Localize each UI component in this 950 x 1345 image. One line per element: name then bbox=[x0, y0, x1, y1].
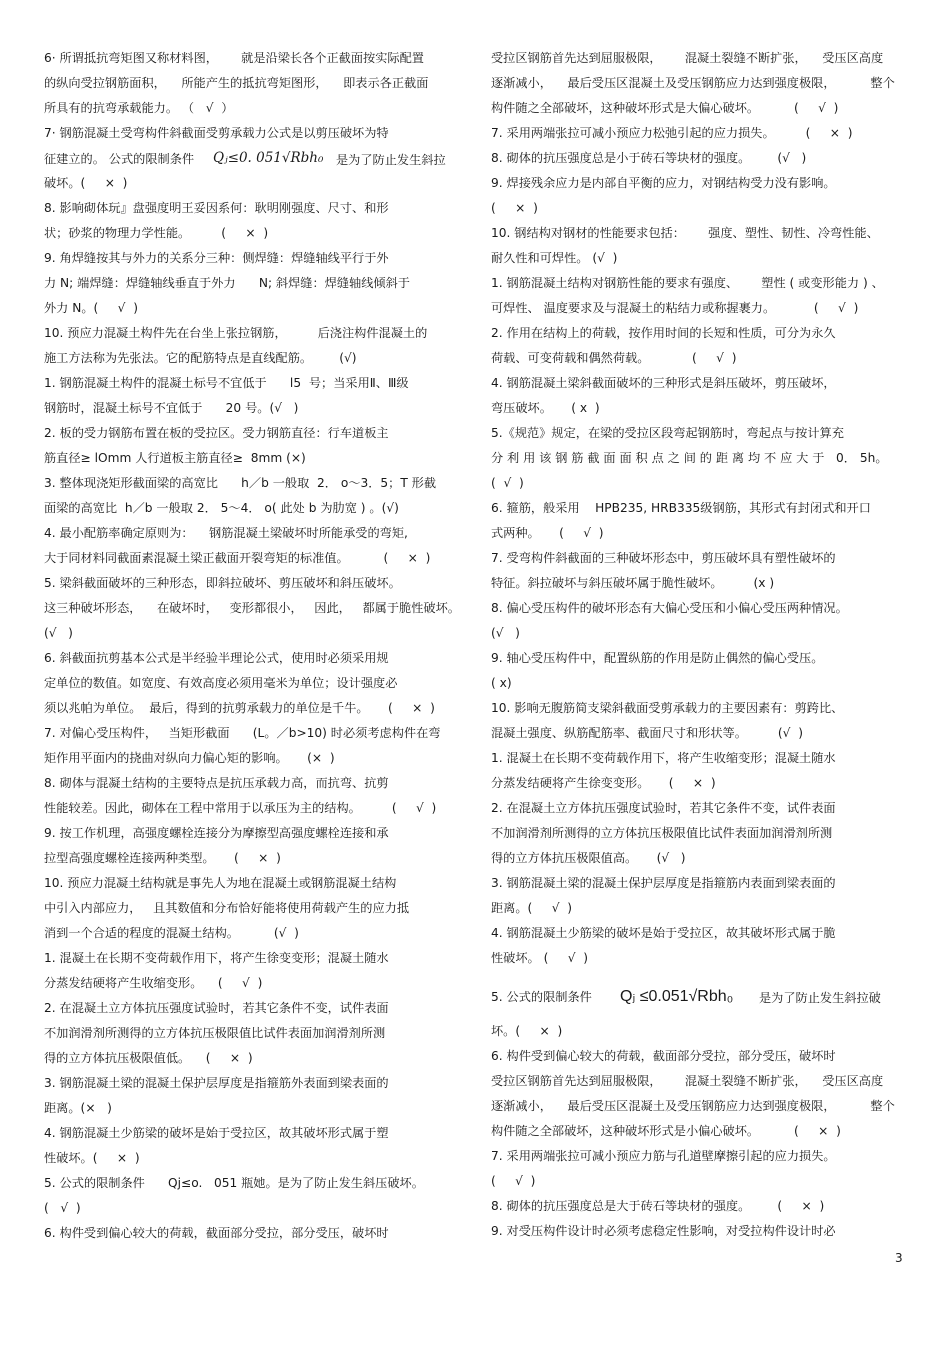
text-line: 大于同材料同截面素混凝土梁正截面开裂弯矩的标准值。 ( × ) bbox=[44, 551, 431, 565]
text-line: 混凝土强度、纵筋配筋率、截面尺寸和形状等。 (√ ) bbox=[491, 726, 803, 740]
text-line: ( √ ) bbox=[491, 1174, 536, 1188]
text-line: 特征。斜拉破坏与斜压破坏属于脆性破坏。 (x ) bbox=[491, 576, 775, 590]
text-line: 7. 受弯构件斜截面的三种破坏形态中，剪压破坏具有塑性破坏的 bbox=[491, 551, 836, 565]
text-line: 筋直径≥ lOmm 人行道板主筋直径≥ 8mm (×) bbox=[44, 451, 306, 465]
text-line: 的纵向受拉钢筋面积， 所能产生的抵抗弯矩图形， 即表示各正截面 bbox=[44, 76, 429, 90]
text-line: 8. 砌体的抗压强度总是大于砖石等块材的强度。 ( × ) bbox=[491, 1199, 825, 1213]
text-line: 5. 公式的限制条件 Qj≤o. 051 瓶她。是为了防止发生斜压破坏。 bbox=[44, 1176, 424, 1190]
text-line: 分蒸发结硬将产生徐变变形。 ( × ) bbox=[491, 776, 716, 790]
text-line: 拉型高强度螺栓连接两种类型。 ( × ) bbox=[44, 851, 281, 865]
text-line: 5. 梁斜截面破坏的三种形态，即斜拉破坏、剪压破坏和斜压破坏。 bbox=[44, 576, 401, 590]
text-line: 4. 钢筋混凝土少筋梁的破坏是始于受拉区，故其破坏形式属于塑 bbox=[44, 1126, 389, 1140]
text-line: 6. 构件受到偏心较大的荷载，截面部分受拉，部分受压，破坏时 bbox=[44, 1226, 389, 1240]
text-line: 所具有的抗弯承载能力。 （ √ ） bbox=[44, 101, 234, 115]
text-line: 9. 角焊缝按其与外力的关系分三种：侧焊缝：焊缝轴线平行于外 bbox=[44, 251, 389, 265]
text-line: 7. 采用两端张拉可减小预应力松弛引起的应力损失。 ( × ) bbox=[491, 126, 853, 140]
text-line: 受拉区钢筋首先达到屈服极限， 混凝土裂缝不断扩张， 受压区高度 bbox=[491, 51, 884, 65]
text-line: 7. 对偏心受压构件， 当矩形截面 (L。／b>10) 时必须考虑构件在弯 bbox=[44, 726, 441, 740]
text-line: 5.《规范》规定，在梁的受拉区段弯起钢筋时，弯起点与按计算充 bbox=[491, 426, 844, 440]
text-line: 6. 箍筋，般采用 HPB235, HRB335级钢筋，其形式有封闭式和开口 bbox=[491, 501, 871, 515]
text-line: 消到一个合适的程度的混凝土结构。 (√ ) bbox=[44, 926, 299, 940]
text-line: 9. 轴心受压构件中，配置纵筋的作用是防止偶然的偏心受压。 bbox=[491, 651, 824, 665]
text-line: 受拉区钢筋首先达到屈服极限， 混凝土裂缝不断扩张， 受压区高度 bbox=[491, 1074, 884, 1088]
text-line: 3. 钢筋混凝土梁的混凝土保护层厚度是指箍筋外表面到梁表面的 bbox=[44, 1076, 389, 1090]
text-line: 面梁的高宽比 h／b 一般取 2． 5～4． o( 此处 b 为肋宽 ) 。(√) bbox=[44, 501, 399, 515]
text-line: 逐渐减小， 最后受压区混凝土及受压钢筋应力达到强度极限， 整个 bbox=[491, 1099, 895, 1113]
text-line: 征建立的。 公式的限制条件 bbox=[44, 152, 195, 166]
text-line: 可焊性、 温度要求及与混凝土的粘结力或称握裹力。 ( √ ) bbox=[491, 301, 859, 315]
text-line: ( √ ) bbox=[491, 476, 524, 490]
text-line: 性破坏。 ( √ ) bbox=[491, 951, 589, 965]
text-line: 10. 钢结构对钢材的性能要求包括： 强度、塑性、韧性、冷弯性能、 bbox=[491, 226, 879, 240]
text-line: 得的立方体抗压极限值低。 ( × ) bbox=[44, 1051, 253, 1065]
text-line: 状；砂浆的物理力学性能。 ( × ) bbox=[44, 226, 269, 240]
text-line: 构件随之全部破坏，这种破坏形式是大偏心破坏。 ( √ ) bbox=[491, 101, 839, 115]
text-line: 这三种破坏形态， 在破坏时， 变形都很小， 因此， 都属于脆性破坏。 bbox=[44, 601, 460, 615]
text-line: 4. 最小配筋率确定原则为： 钢筋混凝土梁破坏时所能承受的弯矩, bbox=[44, 526, 408, 540]
text-line: 1. 混凝土在长期不变荷载作用下，将产生收缩变形；混凝土随水 bbox=[491, 751, 836, 765]
formula-shear-limit-left: Qⱼ≤0. 051√Rbh₀ bbox=[213, 150, 324, 166]
text-line: 10. 影响无腹筋简支梁斜截面受剪承载力的主要因素有：剪跨比、 bbox=[491, 701, 844, 715]
text-line: 10. 预应力混凝土构件先在台坐上张拉钢筋， 后浇注构件混凝土的 bbox=[44, 326, 428, 340]
text-line: 分 利 用 该 钢 筋 截 面 面 积 点 之 间 的 距 离 均 不 应 大 于 0． 5h。 bbox=[491, 451, 888, 465]
formula-suffix-right: 是为了防止发生斜拉破 bbox=[759, 991, 881, 1005]
text-line: ( x) bbox=[491, 676, 512, 690]
text-line: 外力 N。( √ ) bbox=[44, 301, 138, 315]
text-line: 9. 按工作机理，高强度螺栓连接分为摩擦型高强度螺栓连接和承 bbox=[44, 826, 389, 840]
text-line: 7. 采用两端张拉可减小预应力筋与孔道壁摩擦引起的应力损失。 bbox=[491, 1149, 836, 1163]
text-line: 式两种。 ( √ ) bbox=[491, 526, 604, 540]
text-line: ( × ) bbox=[491, 201, 538, 215]
text-line: 距离。( √ ) bbox=[491, 901, 572, 915]
text-line: 3. 钢筋混凝土梁的混凝土保护层厚度是指箍筋内表面到梁表面的 bbox=[491, 876, 836, 890]
text-line: 6. 斜截面抗剪基本公式是半经验半理论公式，使用时必须采用规 bbox=[44, 651, 389, 665]
text-line: 6. 构件受到偏心较大的荷载，截面部分受拉，部分受压，破坏时 bbox=[491, 1049, 836, 1063]
text-line: ( √ ) bbox=[44, 1201, 81, 1215]
text-line: 1. 钢筋混凝土构件的混凝土标号不宜低于 l5 号；当采用Ⅱ、Ⅲ级 bbox=[44, 376, 409, 390]
text-line: 须以兆帕为单位。 最后，得到的抗剪承载力的单位是千牛。 ( × ) bbox=[44, 701, 435, 715]
text-line: 性能较差。因此，砌体在工程中常用于以承压为主的结构。 ( √ ) bbox=[44, 801, 437, 815]
text-line: 9. 对受压构件设计时必须考虑稳定性影响，对受拉构件设计时必 bbox=[491, 1224, 836, 1238]
text-line: 4. 钢筋混凝土少筋梁的破坏是始于受拉区，故其破坏形式属于脆 bbox=[491, 926, 836, 940]
text-line: 定单位的数值。如宽度、有效高度必须用毫米为单位；设计强度必 bbox=[44, 676, 398, 690]
text-line: 1. 混凝土在长期不变荷载作用下，将产生徐变变形；混凝土随水 bbox=[44, 951, 389, 965]
text-line: 5. 公式的限制条件 bbox=[491, 990, 592, 1004]
text-line: 耐久性和可焊性。 (√ ) bbox=[491, 251, 618, 265]
text-line: 距离。(× ) bbox=[44, 1101, 112, 1115]
text-line: 破坏。( × ) bbox=[44, 176, 128, 190]
text-line: 2. 作用在结构上的荷载，按作用时间的长短和性质，可分为永久 bbox=[491, 326, 836, 340]
text-line: 8. 砌体与混凝土结构的主要特点是抗压承载力高，而抗弯、抗剪 bbox=[44, 776, 389, 790]
text-line: 钢筋时，混凝土标号不宜低于 20 号。(√ ) bbox=[44, 401, 299, 415]
text-line: 中引入内部应力， 且其数值和分布恰好能将使用荷载产生的应力抵 bbox=[44, 901, 410, 915]
text-line: 2. 板的受力钢筋布置在板的受拉区。受力钢筋直径：行车道板主 bbox=[44, 426, 389, 440]
text-line: 8. 砌体的抗压强度总是小于砖石等块材的强度。 (√ ) bbox=[491, 151, 807, 165]
text-line: 1. 钢筋混凝土结构对钢筋性能的要求有强度、 塑性 ( 或变形能力 ) 、 bbox=[491, 276, 884, 290]
page-number: 3 bbox=[895, 1251, 903, 1265]
text-line: 10. 预应力混凝土结构就是事先人为地在混凝土或钢筋混凝土结构 bbox=[44, 876, 397, 890]
text-line: 2. 在混凝土立方体抗压强度试验时，若其它条件不变，试件表面 bbox=[44, 1001, 389, 1015]
text-line: 弯压破坏。 ( x ) bbox=[491, 401, 600, 415]
text-line: (√ ) bbox=[491, 626, 520, 640]
text-line: 2. 在混凝土立方体抗压强度试验时，若其它条件不变，试件表面 bbox=[491, 801, 836, 815]
text-line: 逐渐减小， 最后受压区混凝土及受压钢筋应力达到强度极限， 整个 bbox=[491, 76, 895, 90]
text-line: 不加润滑剂所测得的立方体抗压极限值比试件表面加润滑剂所测 bbox=[491, 826, 833, 840]
text-line: 3. 整体现浇矩形截面梁的高宽比 h／b 一般取 2． o～3．5；T 形截 bbox=[44, 476, 437, 490]
text-line: (√ ) bbox=[44, 626, 73, 640]
text-line: 不加润滑剂所测得的立方体抗压极限值比试件表面加润滑剂所测 bbox=[44, 1026, 386, 1040]
text-line: 构件随之全部破坏，这种破坏形式是小偏心破坏。 ( × ) bbox=[491, 1124, 841, 1138]
text-line: 7· 钢筋混凝土受弯构件斜截面受剪承载力公式是以剪压破坏为特 bbox=[44, 126, 389, 140]
formula-suffix-left: 是为了防止发生斜拉 bbox=[336, 153, 446, 167]
text-line: 4. 钢筋混凝土梁斜截面破坏的三种形式是斜压破坏，剪压破坏， bbox=[491, 376, 836, 390]
text-line: 荷载、可变荷载和偶然荷载。 ( √ ) bbox=[491, 351, 737, 365]
text-line: 得的立方体抗压极限值高。 (√ ) bbox=[491, 851, 686, 865]
text-line: 坏。( × ) bbox=[491, 1024, 563, 1038]
text-line: 施工方法称为先张法。它的配筋特点是直线配筋。 (√) bbox=[44, 351, 357, 365]
text-line: 8. 偏心受压构件的破坏形态有大偏心受压和小偏心受压两种情况。 bbox=[491, 601, 848, 615]
text-line: 8. 影响砌体玩』盘强度明王妥因系何：耿明刚强度、尺寸、和形 bbox=[44, 201, 389, 215]
text-line: 6· 所谓抵抗弯矩图又称材料图， 就是沿梁长各个正截面按实际配置 bbox=[44, 51, 424, 65]
text-line: 9. 焊接残余应力是内部自平衡的应力，对钢结构受力没有影响。 bbox=[491, 176, 836, 190]
text-line: 矩作用平面内的挠曲对纵向力偏心矩的影响。 (× ) bbox=[44, 751, 335, 765]
text-line: 性破坏。( × ) bbox=[44, 1151, 140, 1165]
text-line: 力 N; 端焊缝：焊缝轴线垂直于外力 N; 斜焊缝：焊缝轴线倾斜于 bbox=[44, 276, 410, 290]
formula-shear-limit-right: Qⱼ ≤0.051√Rbh₀ bbox=[620, 988, 734, 1005]
text-line: 分蒸发结硬将产生收缩变形。 ( √ ) bbox=[44, 976, 263, 990]
